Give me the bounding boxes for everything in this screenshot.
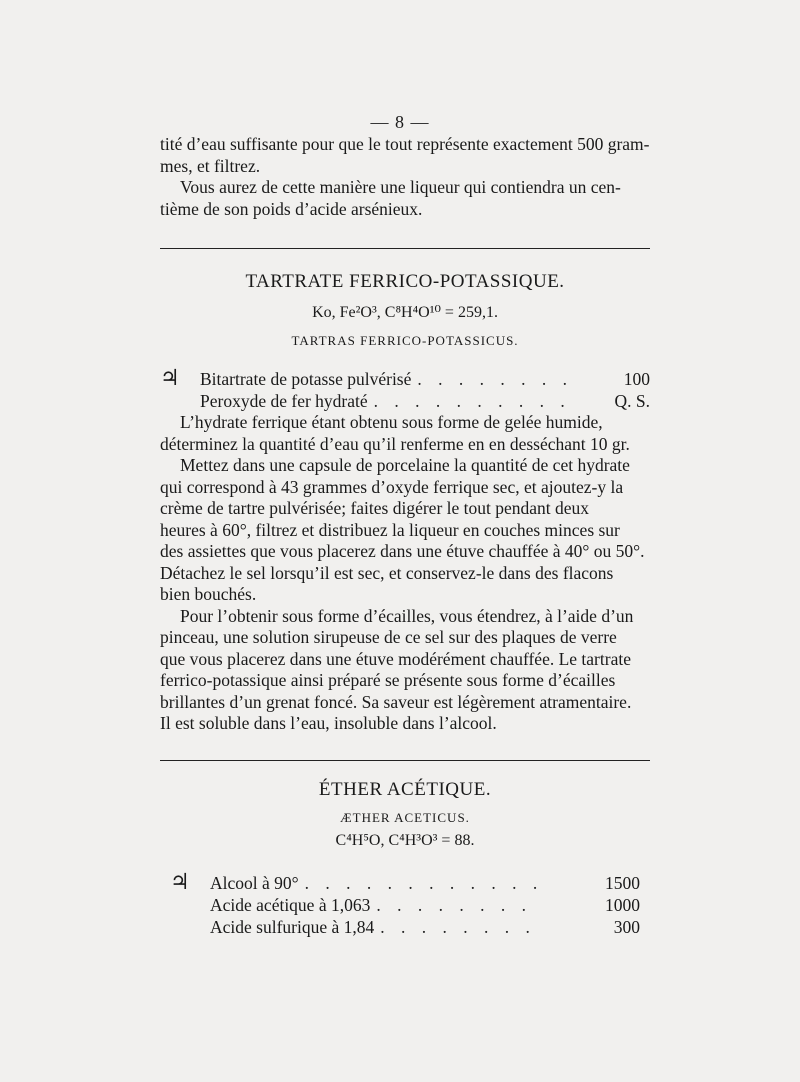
ingredient-quantity: Q. S.	[614, 391, 650, 411]
section-divider	[160, 248, 650, 249]
recipe-list	[160, 367, 650, 412]
ingredient-quantity: 1500	[605, 873, 640, 893]
recipe-item	[170, 916, 640, 938]
intro-line: tième de son poids d’acide arsénieux.	[160, 198, 423, 219]
body-line: que vous placerez dans une étuve modérément chauffée. Le tartrate	[160, 648, 631, 669]
ingredient-name: Acide acétique à 1,063	[210, 895, 371, 915]
body-line: pinceau, une solution sirupeuse de ce sel sur des plaques de verre	[160, 627, 617, 647]
chemical-formula: Ko, Fe²O³, C⁸H⁴O¹⁰ = 259,1.	[312, 304, 498, 321]
recipe-item	[170, 871, 640, 894]
page-number: — 8 —	[370, 112, 430, 132]
ingredient-name: Bitartrate de potasse pulvérisé	[200, 369, 412, 389]
recipe-symbol: ♃	[160, 365, 180, 390]
body-line: brillantes d’un grenat foncé. Sa saveur est légèrement atramentaire.	[160, 691, 632, 712]
section-title: TARTRATE FERRICO-POTASSIQUE.	[245, 271, 565, 292]
intro-line: mes, et filtrez.	[160, 155, 261, 176]
body-line: Il est soluble dans l’eau, insoluble dans l’alcool.	[160, 713, 497, 733]
ingredient-name: Acide sulfurique à 1,84	[210, 917, 375, 937]
body-line: qui correspond à 43 grammes d’oxyde ferrique sec, et ajoutez-y la	[160, 476, 624, 497]
body-line: Détachez le sel lorsqu’il est sec, et conservez-le dans des flacons	[160, 562, 614, 583]
latin-name: ÆTHER ACETICUS.	[340, 810, 470, 825]
body-line: ferrico-potassique ainsi préparé se présente sous forme d’écailles	[160, 670, 616, 690]
ingredient-name: Alcool à 90°	[210, 873, 299, 893]
intro-line: Vous aurez de cette manière une liqueur qui contiendra un cen-	[180, 177, 621, 197]
recipe-item	[160, 390, 650, 412]
intro-line: tité d’eau suffisante pour que le tout représente exactement 500 gram-	[160, 134, 650, 154]
intro-paragraph	[160, 134, 650, 220]
body-line: déterminez la quantité d’eau qu’il renferme en en desséchant 10 gr.	[160, 433, 630, 454]
recipe-symbol: ♃	[170, 869, 190, 894]
ingredient-name: Peroxyde de fer hydraté	[200, 391, 368, 411]
ingredient-quantity: 100	[623, 369, 650, 389]
body-line: L’hydrate ferrique étant obtenu sous forme de gelée humide,	[180, 412, 603, 432]
body-line: bien bouchés.	[160, 584, 257, 604]
body-line: Mettez dans une capsule de porcelaine la quantité de cet hydrate	[180, 455, 630, 475]
leader-dots: . . . . . . . .	[380, 917, 536, 937]
leader-dots: . . . . . . . .	[417, 369, 574, 389]
leader-dots: . . . . . . . .	[376, 895, 532, 915]
leader-dots: . . . . . . . . . .	[373, 391, 571, 411]
ingredient-quantity: 1000	[605, 895, 640, 915]
body-line: Pour l’obtenir sous forme d’écailles, vous étendrez, à l’aide d’un	[180, 605, 634, 626]
body-line: heures à 60°, filtrez et distribuez la liqueur en couches minces sur	[160, 519, 620, 540]
body-line: crème de tartre pulvérisée; faites digérer le tout pendant deux	[160, 498, 590, 518]
recipe-item	[160, 367, 650, 390]
ingredient-quantity: 300	[613, 917, 640, 937]
latin-name: TARTRAS FERRICO-POTASSICUS.	[291, 333, 519, 348]
section-body	[160, 412, 650, 735]
recipe-item	[170, 894, 640, 916]
body-line: des assiettes que vous placerez dans une étuve chauffée à 40° ou 50°.	[160, 541, 645, 561]
recipe-list	[170, 871, 640, 938]
section-divider	[160, 760, 650, 761]
leader-dots: . . . . . . . . . . . .	[304, 873, 544, 893]
section-title: ÉTHER ACÉTIQUE.	[318, 779, 492, 800]
chemical-formula: C⁴H⁵O, C⁴H³O³ = 88.	[335, 832, 475, 849]
